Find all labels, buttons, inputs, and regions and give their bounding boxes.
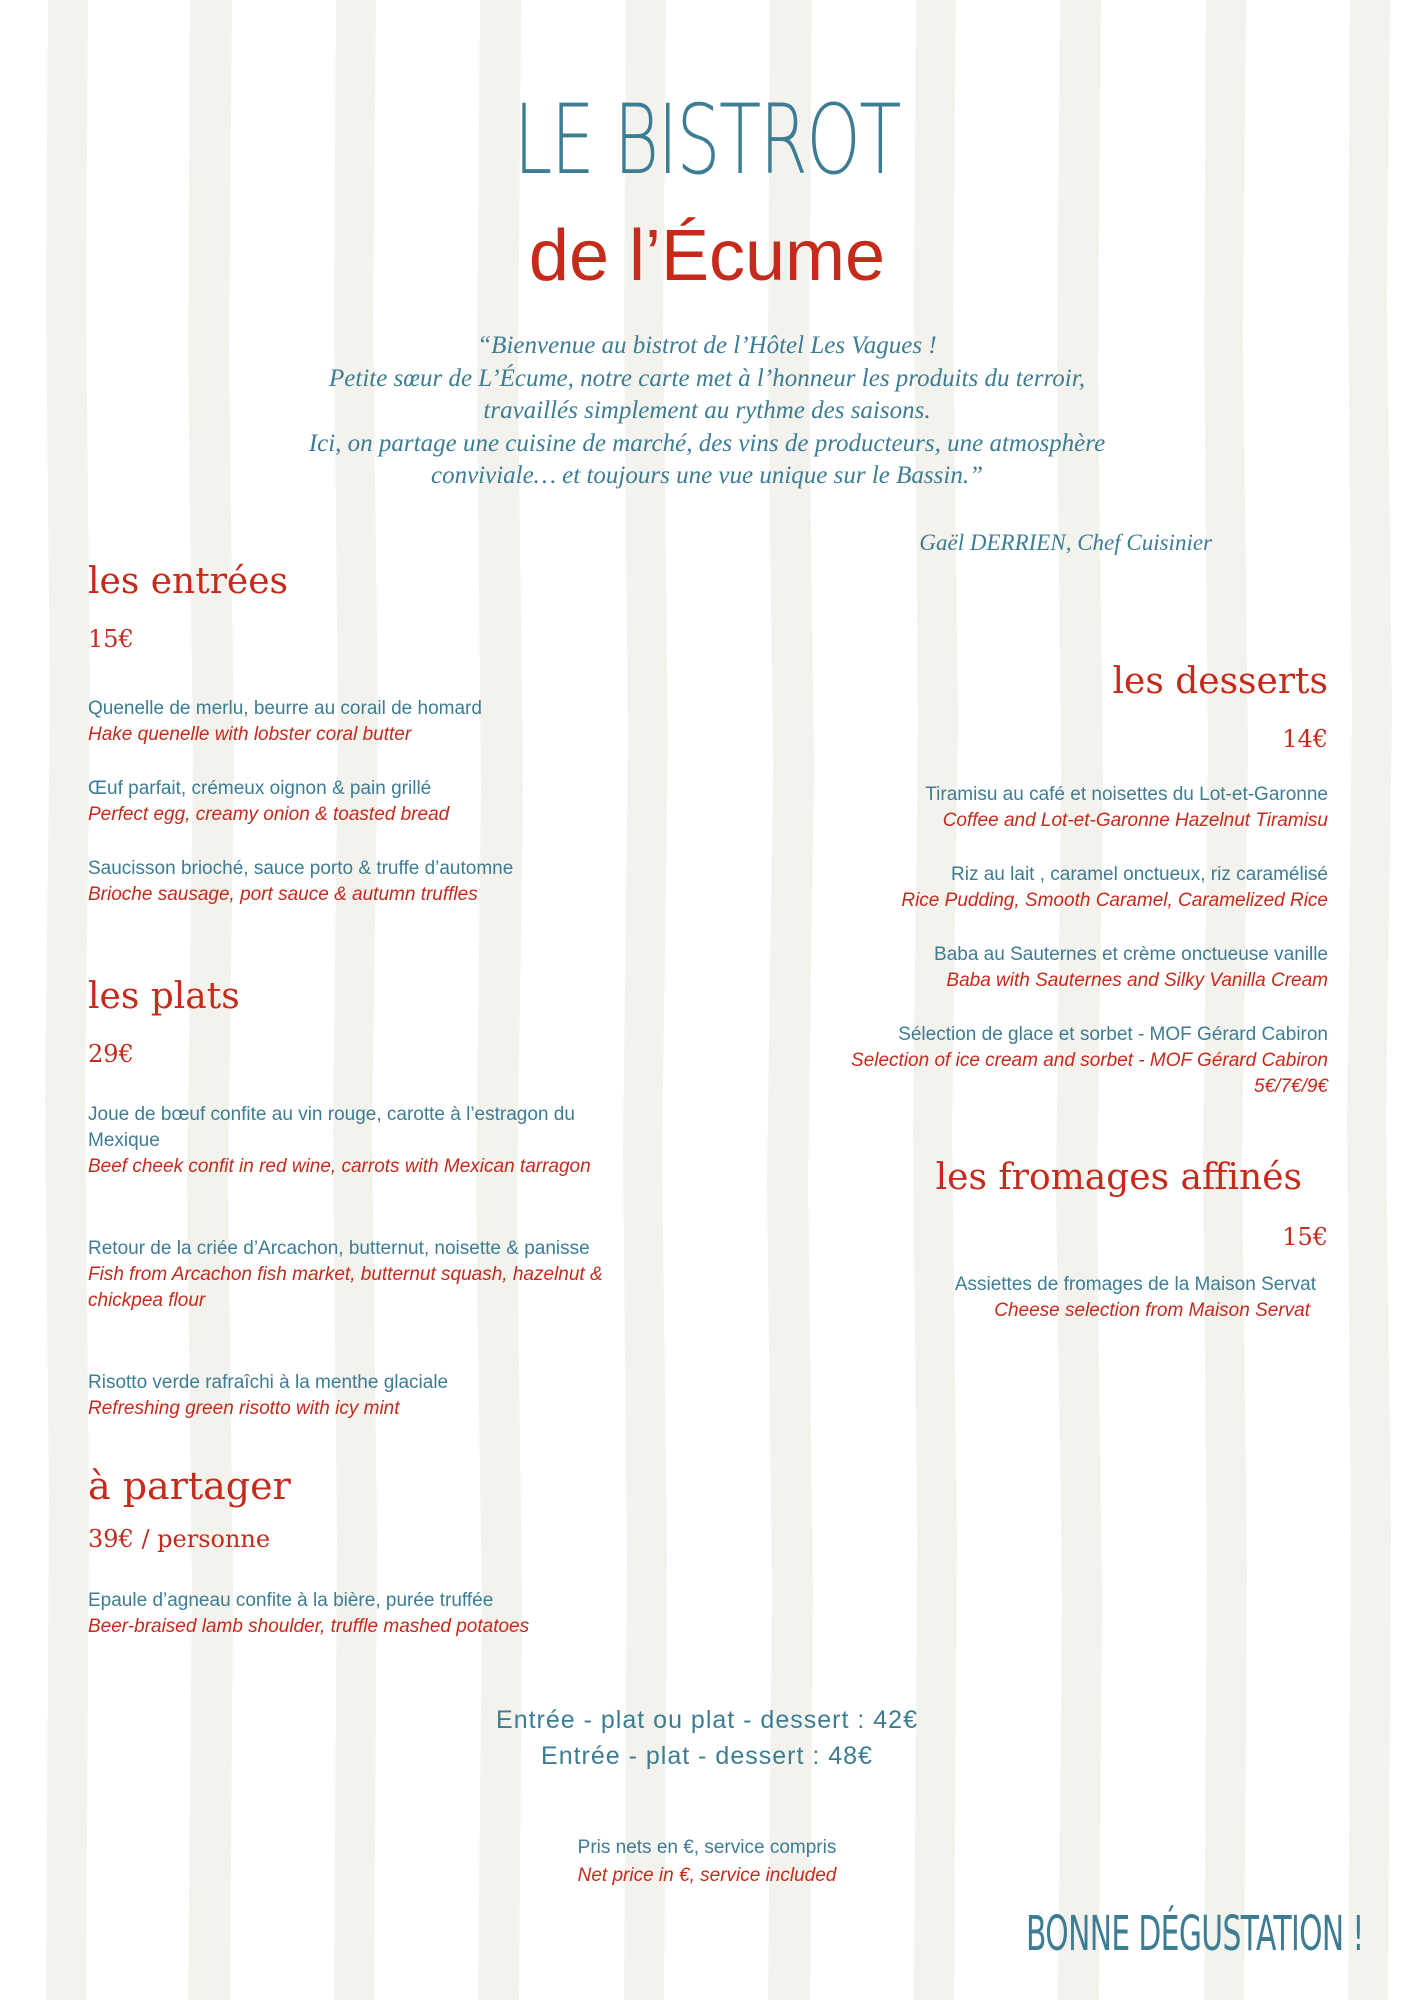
item-name-fr: Saucisson brioché, sauce porto & truffe d’automne (88, 858, 514, 879)
item-name-en: Perfect egg, creamy onion & toasted bread (88, 804, 450, 825)
menu-item (88, 696, 648, 748)
section-price: 14€ (1282, 725, 1328, 753)
item-name-fr: Retour de la criée d’Arcachon, butternut, noisette & panisse (88, 1238, 590, 1259)
menu-item (88, 776, 648, 828)
item-name-fr: Œuf parfait, crémeux oignon & pain grillé (88, 778, 432, 799)
menu-item (708, 942, 1328, 994)
intro-line: conviviale… et toujours une vue unique sur le Bassin.” (430, 462, 983, 489)
intro-line: Petite sœur de L’Écume, notre carte met à l’honneur les produits du terroir, (329, 364, 1085, 392)
item-name-en: Brioche sausage, port sauce & autumn truffles (88, 884, 478, 905)
item-name-fr: Quenelle de merlu, beurre au corail de homard (88, 698, 482, 719)
section-title: les plats (88, 976, 240, 1017)
section-title: les desserts (1112, 661, 1328, 702)
item-name-fr: Baba au Sauternes et crème onctueuse vanille (934, 944, 1328, 965)
price-note-en: Net price in €, service included (577, 1865, 837, 1886)
section-title: les entrées (88, 561, 288, 602)
closing-greeting: BONNE DÉGUSTATION ! (1026, 1906, 1364, 1962)
intro-line: travaillés simplement au rythme des saisons. (483, 397, 931, 424)
menu-item (708, 782, 1328, 834)
item-name-en: Coffee and Lot-et-Garonne Hazelnut Tiramisu (942, 810, 1328, 831)
menu-item (88, 856, 648, 908)
section-price: 39€ / personne (88, 1525, 271, 1553)
section-fromages-price (708, 1222, 1328, 1252)
menu-item (708, 1022, 1328, 1100)
menu-item (88, 1588, 648, 1640)
price-note-fr: Pris nets en €, service compris (577, 1837, 837, 1858)
item-name-en: Beer-braised lamb shoulder, truffle mashed potatoes (88, 1616, 530, 1637)
formule-two-courses: Entrée - plat ou plat - dessert : 42€ (496, 1706, 918, 1734)
intro-line: “Bienvenue au bistrot de l’Hôtel Les Vagues ! (477, 332, 937, 359)
section-fromages-title (682, 1156, 1302, 1200)
item-name-fr: Tiramisu au café et noisettes du Lot-et-Garonne (925, 784, 1328, 805)
item-name-fr: Riz au lait , caramel onctueux, riz caramélisé (951, 864, 1328, 885)
menu-item (696, 1272, 1316, 1324)
section-plats (88, 975, 648, 1069)
menu-item (88, 1102, 628, 1180)
item-name-fr: Joue de bœuf confite au vin rouge, carotte à l’estragon du Mexique (88, 1104, 575, 1151)
restaurant-title: LE BISTROT (513, 84, 901, 196)
item-name-en: Cheese selection from Maison Servat (994, 1300, 1310, 1321)
section-entrees (88, 560, 648, 654)
item-name-en: Baba with Sauternes and Silky Vanilla Cream (946, 970, 1328, 991)
section-title: à partager (88, 1464, 291, 1508)
section-partager (88, 1464, 648, 1554)
item-name-en: Beef cheek confit in red wine, carrots with Mexican tarragon (88, 1156, 591, 1177)
intro-line: Ici, on partage une cuisine de marché, des vins de producteurs, une atmosphère (308, 429, 1106, 457)
chef-signature: Gaël DERRIEN, Chef Cuisinier (919, 530, 1212, 555)
chef-intro (180, 330, 1234, 493)
item-name-en: Hake quenelle with lobster coral butter (88, 724, 412, 745)
formule-three-courses: Entrée - plat - dessert : 48€ (541, 1742, 873, 1770)
section-title: les fromages affinés (935, 1157, 1302, 1198)
menu-item (88, 1370, 648, 1422)
menu-item (88, 1236, 628, 1314)
section-price: 15€ (1282, 1223, 1328, 1251)
section-price: 15€ (88, 625, 134, 653)
section-price: 29€ (88, 1040, 134, 1068)
menu-item (708, 862, 1328, 914)
restaurant-subtitle: de l’Écume (528, 216, 886, 296)
item-name-en: Refreshing green risotto with icy mint (88, 1398, 400, 1419)
item-name-en: Rice Pudding, Smooth Caramel, Caramelized Rice (901, 890, 1328, 911)
item-name-fr: Sélection de glace et sorbet - MOF Gérard Cabiron (898, 1024, 1328, 1045)
item-name-en: Fish from Arcachon fish market, butternut squash, hazelnut & chickpea flour (88, 1264, 603, 1311)
item-name-fr: Epaule d’agneau confite à la bière, purée truffée (88, 1590, 494, 1611)
section-desserts (708, 660, 1328, 754)
item-name-fr: Assiettes de fromages de la Maison Servat (954, 1274, 1316, 1295)
item-name-fr: Risotto verde rafraîchi à la menthe glaciale (88, 1372, 449, 1393)
item-name-en: Selection of ice cream and sorbet - MOF Gérard Cabiron (851, 1050, 1328, 1071)
item-price-options: 5€/7€/9€ (1254, 1076, 1328, 1097)
